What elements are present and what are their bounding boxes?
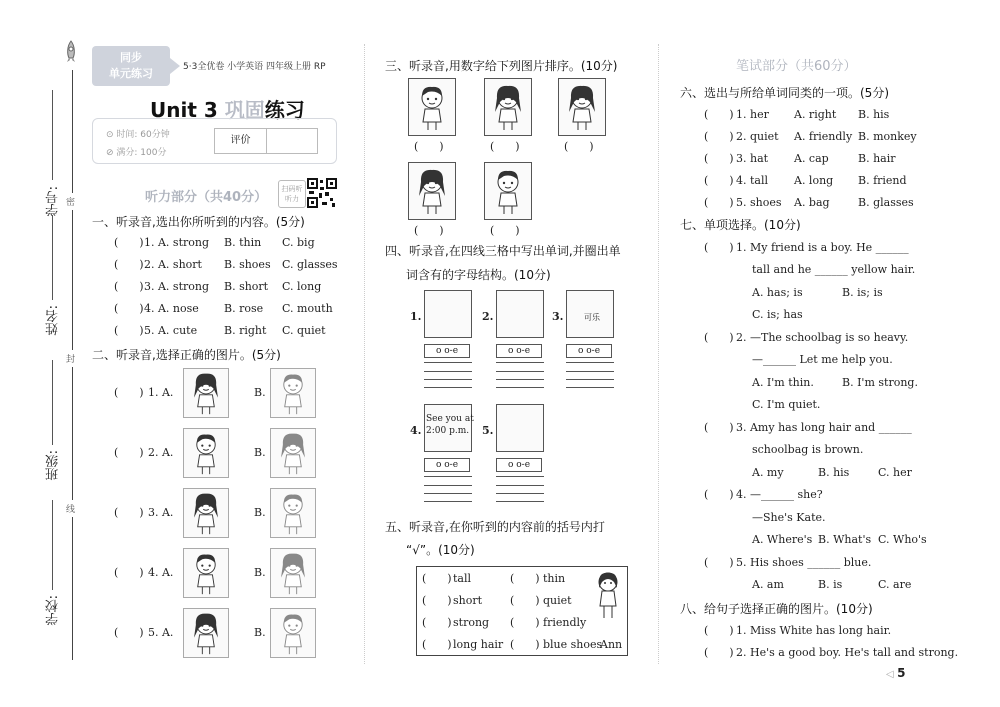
q7-text: C. is; has xyxy=(752,308,803,321)
q2-option-a-label: 1. A. xyxy=(148,386,174,399)
answer-paren[interactable]: ( ) xyxy=(704,624,734,637)
q1-option-b: B. short xyxy=(224,280,269,293)
q7-text: B. his xyxy=(818,466,850,479)
q6-word: 3. hat xyxy=(736,152,769,165)
answer-paren[interactable]: ( ) xyxy=(114,280,144,293)
q6-option-b: B. his xyxy=(858,108,890,121)
school-label: 学校: xyxy=(46,595,61,626)
column-divider xyxy=(364,44,365,664)
q6-option-b: B. hair xyxy=(858,152,896,165)
qr-code-icon[interactable] xyxy=(307,178,337,208)
letter-structure-choice[interactable]: o o-e xyxy=(424,344,470,358)
name-label: 姓名: xyxy=(46,305,61,336)
score-info: ⊘ 满分: 100分 xyxy=(106,148,167,158)
q1-option-b: B. right xyxy=(224,324,267,337)
q2-option-b-label: B. xyxy=(254,626,266,639)
check-icon: ⊘ xyxy=(106,148,117,158)
q7-text: C. her xyxy=(878,466,912,479)
q1-heading: 一、听录音,选出你所听到的内容。(5分) xyxy=(92,215,305,229)
q6-word: 4. tall xyxy=(736,174,769,187)
answer-paren[interactable]: ( ) xyxy=(564,140,594,153)
q7-text: —She's Kate. xyxy=(752,511,826,524)
q1-option-c: C. big xyxy=(282,236,315,249)
q7-text: schoolbag is brown. xyxy=(752,443,864,456)
q5-word: long hair xyxy=(453,638,504,651)
q4-heading-cont: 词含有的字母结构。(10分) xyxy=(406,268,551,282)
q1-option-c: C. mouth xyxy=(282,302,333,315)
person-illustration xyxy=(273,430,313,476)
q7-text: A. has; is xyxy=(752,286,803,299)
rating-label: 评价 xyxy=(215,129,267,153)
q6-word: 1. her xyxy=(736,108,769,121)
answer-paren[interactable]: ( ) xyxy=(114,236,144,249)
answer-paren[interactable]: ( ) xyxy=(114,626,144,639)
word-number: 2. xyxy=(482,310,494,323)
answer-paren[interactable]: ( ) xyxy=(114,302,144,315)
q6-heading: 六、选出与所给单词同类的一项。(5分) xyxy=(680,86,889,100)
q5-word: thin xyxy=(543,572,566,585)
q7-text: tall and he ______ yellow hair. xyxy=(752,263,916,276)
q2-option-b-label: B. xyxy=(254,446,266,459)
q1-option-b: B. thin xyxy=(224,236,262,249)
person-illustration xyxy=(186,370,226,416)
word-picture xyxy=(496,404,544,452)
answer-paren[interactable]: ( ) xyxy=(704,152,734,165)
q7-text: C. are xyxy=(878,578,912,591)
seal-mark: 密 xyxy=(66,193,75,210)
q7-text: 4. —______ she? xyxy=(736,488,823,501)
q6-option-b: B. glasses xyxy=(858,196,914,209)
page-title: Unit 3 巩固练习 xyxy=(150,98,305,122)
clock-icon: ⊙ xyxy=(106,130,117,140)
q6-option-a: A. cap xyxy=(794,152,829,165)
q7-text: B. What's xyxy=(818,533,872,546)
q7-text: C. I'm quiet. xyxy=(752,398,821,411)
q7-text: B. is; is xyxy=(842,286,883,299)
person-illustration xyxy=(186,550,226,596)
q8-item: 1. Miss White has long hair. xyxy=(736,624,892,637)
q6-word: 2. quiet xyxy=(736,130,779,143)
answer-paren[interactable]: ( ) xyxy=(114,386,144,399)
letter-structure-choice[interactable]: o o-e xyxy=(424,458,470,472)
name-field[interactable] xyxy=(52,215,53,300)
answer-paren[interactable]: ( ) xyxy=(422,638,452,651)
person-illustration xyxy=(273,370,313,416)
q2-option-b-label: B. xyxy=(254,566,266,579)
q5-word: short xyxy=(453,594,483,607)
letter-structure-choice[interactable]: o o-e xyxy=(566,344,612,358)
rating-box[interactable] xyxy=(214,128,318,154)
person-illustration xyxy=(488,82,528,132)
page-number: ◁ 5 xyxy=(886,666,906,680)
arrow-icon: ◁ xyxy=(886,669,898,680)
class-field[interactable] xyxy=(52,360,53,445)
q2-heading: 二、听录音,选择正确的图片。(5分) xyxy=(92,348,281,362)
girl-ann-figure xyxy=(592,570,624,622)
q8-heading: 八、给句子选择正确的图片。(10分) xyxy=(680,602,873,616)
note-text: See you at xyxy=(426,414,474,424)
q1-option-b: B. rose xyxy=(224,302,264,315)
q6-word: 5. shoes xyxy=(736,196,782,209)
person-illustration xyxy=(186,430,226,476)
q6-option-a: A. bag xyxy=(794,196,830,209)
person-illustration xyxy=(186,490,226,536)
q7-heading: 七、单项选择。(10分) xyxy=(680,218,801,232)
answer-paren[interactable]: ( ) xyxy=(422,616,452,629)
writing-lines[interactable] xyxy=(496,476,544,502)
q7-text: 1. My friend is a boy. He ______ xyxy=(736,241,909,254)
answer-paren[interactable]: ( ) xyxy=(510,638,540,651)
book-info: 5·3全优卷 小学英语 四年级上册 RP xyxy=(183,62,326,72)
sync-badge: 同步 单元练习 xyxy=(92,46,170,86)
q6-option-b: B. friend xyxy=(858,174,907,187)
seal-mark: 封 xyxy=(66,350,75,367)
q8-item: 2. He's a good boy. He's tall and strong. xyxy=(736,646,959,659)
answer-paren[interactable]: ( ) xyxy=(704,556,734,569)
answer-paren[interactable]: ( ) xyxy=(704,174,734,187)
q7-text: A. I'm thin. xyxy=(752,376,814,389)
q7-text: A. Where's xyxy=(752,533,813,546)
letter-structure-choice[interactable]: o o-e xyxy=(496,458,542,472)
writing-lines[interactable] xyxy=(424,476,472,502)
q2-option-a-label: 4. A. xyxy=(148,566,174,579)
writing-lines[interactable] xyxy=(424,362,472,388)
letter-structure-choice[interactable]: o o-e xyxy=(496,344,542,358)
person-illustration xyxy=(273,550,313,596)
person-illustration xyxy=(562,82,602,132)
writing-lines[interactable] xyxy=(566,362,614,388)
person-illustration xyxy=(488,166,528,216)
note-text: 2:00 p.m. xyxy=(426,426,470,436)
answer-paren[interactable]: ( ) xyxy=(510,572,540,585)
q5-word: friendly xyxy=(543,616,587,629)
rocket-icon xyxy=(64,40,78,64)
word-picture xyxy=(424,290,472,338)
answer-paren[interactable]: ( ) xyxy=(510,616,540,629)
q7-text: B. is xyxy=(818,578,843,591)
q1-option-c: C. long xyxy=(282,280,322,293)
answer-paren[interactable]: ( ) xyxy=(704,646,734,659)
q3-heading: 三、听录音,用数字给下列图片排序。(10分) xyxy=(385,59,618,73)
q7-text: 2. —The schoolbag is so heavy. xyxy=(736,331,909,344)
answer-paren[interactable]: ( ) xyxy=(114,506,144,519)
q6-option-a: A. long xyxy=(794,174,834,187)
class-label: 班级: xyxy=(46,450,61,481)
seal-mark: 线 xyxy=(66,500,75,517)
answer-paren[interactable]: ( ) xyxy=(704,331,734,344)
listening-section-title: 听力部分（共40分） xyxy=(145,190,268,205)
q2-option-a-label: 5. A. xyxy=(148,626,174,639)
q1-option-a: 2. A. short xyxy=(144,258,202,271)
q2-option-b-label: B. xyxy=(254,506,266,519)
column-divider xyxy=(658,44,659,664)
q7-text: B. I'm strong. xyxy=(842,376,918,389)
q7-text: C. Who's xyxy=(878,533,927,546)
q1-option-a: 3. A. strong xyxy=(144,280,210,293)
q2-option-a-label: 3. A. xyxy=(148,506,174,519)
school-field[interactable] xyxy=(52,500,53,590)
q6-option-a: A. right xyxy=(794,108,837,121)
answer-paren[interactable]: ( ) xyxy=(704,108,734,121)
answer-paren[interactable]: ( ) xyxy=(114,258,144,271)
word-picture xyxy=(496,290,544,338)
q5-word: strong xyxy=(453,616,490,629)
q1-option-b: B. shoes xyxy=(224,258,271,271)
student-id-label: 学号: xyxy=(46,186,61,217)
written-section-title: 笔试部分（共60分） xyxy=(736,59,857,74)
q5-heading: 五、听录音,在你听到的内容前的括号内打 xyxy=(385,520,605,534)
scan-tag: 扫码听听力 xyxy=(278,180,306,208)
answer-paren[interactable]: ( ) xyxy=(422,594,452,607)
q6-option-b: B. monkey xyxy=(858,130,917,143)
answer-paren[interactable]: ( ) xyxy=(414,140,444,153)
answer-paren[interactable]: ( ) xyxy=(114,446,144,459)
student-id-field[interactable] xyxy=(52,90,53,180)
q7-text: A. am xyxy=(752,578,784,591)
answer-paren[interactable]: ( ) xyxy=(704,196,734,209)
answer-paren[interactable]: ( ) xyxy=(704,488,734,501)
can-label: 可乐 xyxy=(584,313,600,322)
answer-paren[interactable]: ( ) xyxy=(422,572,452,585)
writing-lines[interactable] xyxy=(496,362,544,388)
person-illustration xyxy=(186,610,226,656)
q2-option-b-label: B. xyxy=(254,386,266,399)
person-illustration xyxy=(412,166,452,216)
q1-option-a: 5. A. cute xyxy=(144,324,198,337)
q1-option-c: C. glasses xyxy=(282,258,338,271)
q7-text: —______ Let me help you. xyxy=(752,353,893,366)
person-illustration xyxy=(273,610,313,656)
time-info: ⊙ 时间: 60分钟 xyxy=(106,130,170,140)
answer-paren[interactable]: ( ) xyxy=(414,224,444,237)
q5-word: quiet xyxy=(543,594,572,607)
answer-paren[interactable]: ( ) xyxy=(490,224,520,237)
answer-paren[interactable]: ( ) xyxy=(704,130,734,143)
answer-paren[interactable]: ( ) xyxy=(704,241,734,254)
q5-word: tall xyxy=(453,572,472,585)
word-number: 5. xyxy=(482,424,494,437)
q5-heading-cont: “√”。(10分) xyxy=(406,543,475,557)
q5-word: blue shoes xyxy=(543,638,603,651)
q7-text: A. my xyxy=(752,466,784,479)
q6-option-a: A. friendly xyxy=(794,130,853,143)
answer-paren[interactable]: ( ) xyxy=(510,594,540,607)
q2-option-a-label: 2. A. xyxy=(148,446,174,459)
q7-text: 5. His shoes ______ blue. xyxy=(736,556,872,569)
word-number: 3. xyxy=(552,310,564,323)
q1-option-c: C. quiet xyxy=(282,324,326,337)
answer-paren[interactable]: ( ) xyxy=(114,324,144,337)
word-number: 1. xyxy=(410,310,422,323)
ann-label: Ann xyxy=(600,638,623,651)
person-illustration xyxy=(273,490,313,536)
q4-heading: 四、听录音,在四线三格中写出单词,并圈出单 xyxy=(385,244,621,258)
answer-paren[interactable]: ( ) xyxy=(114,566,144,579)
q7-text: 3. Amy has long hair and ______ xyxy=(736,421,912,434)
word-number: 4. xyxy=(410,424,422,437)
q1-option-a: 1. A. strong xyxy=(144,236,210,249)
person-illustration xyxy=(412,82,452,132)
answer-paren[interactable]: ( ) xyxy=(704,421,734,434)
answer-paren[interactable]: ( ) xyxy=(490,140,520,153)
q1-option-a: 4. A. nose xyxy=(144,302,199,315)
